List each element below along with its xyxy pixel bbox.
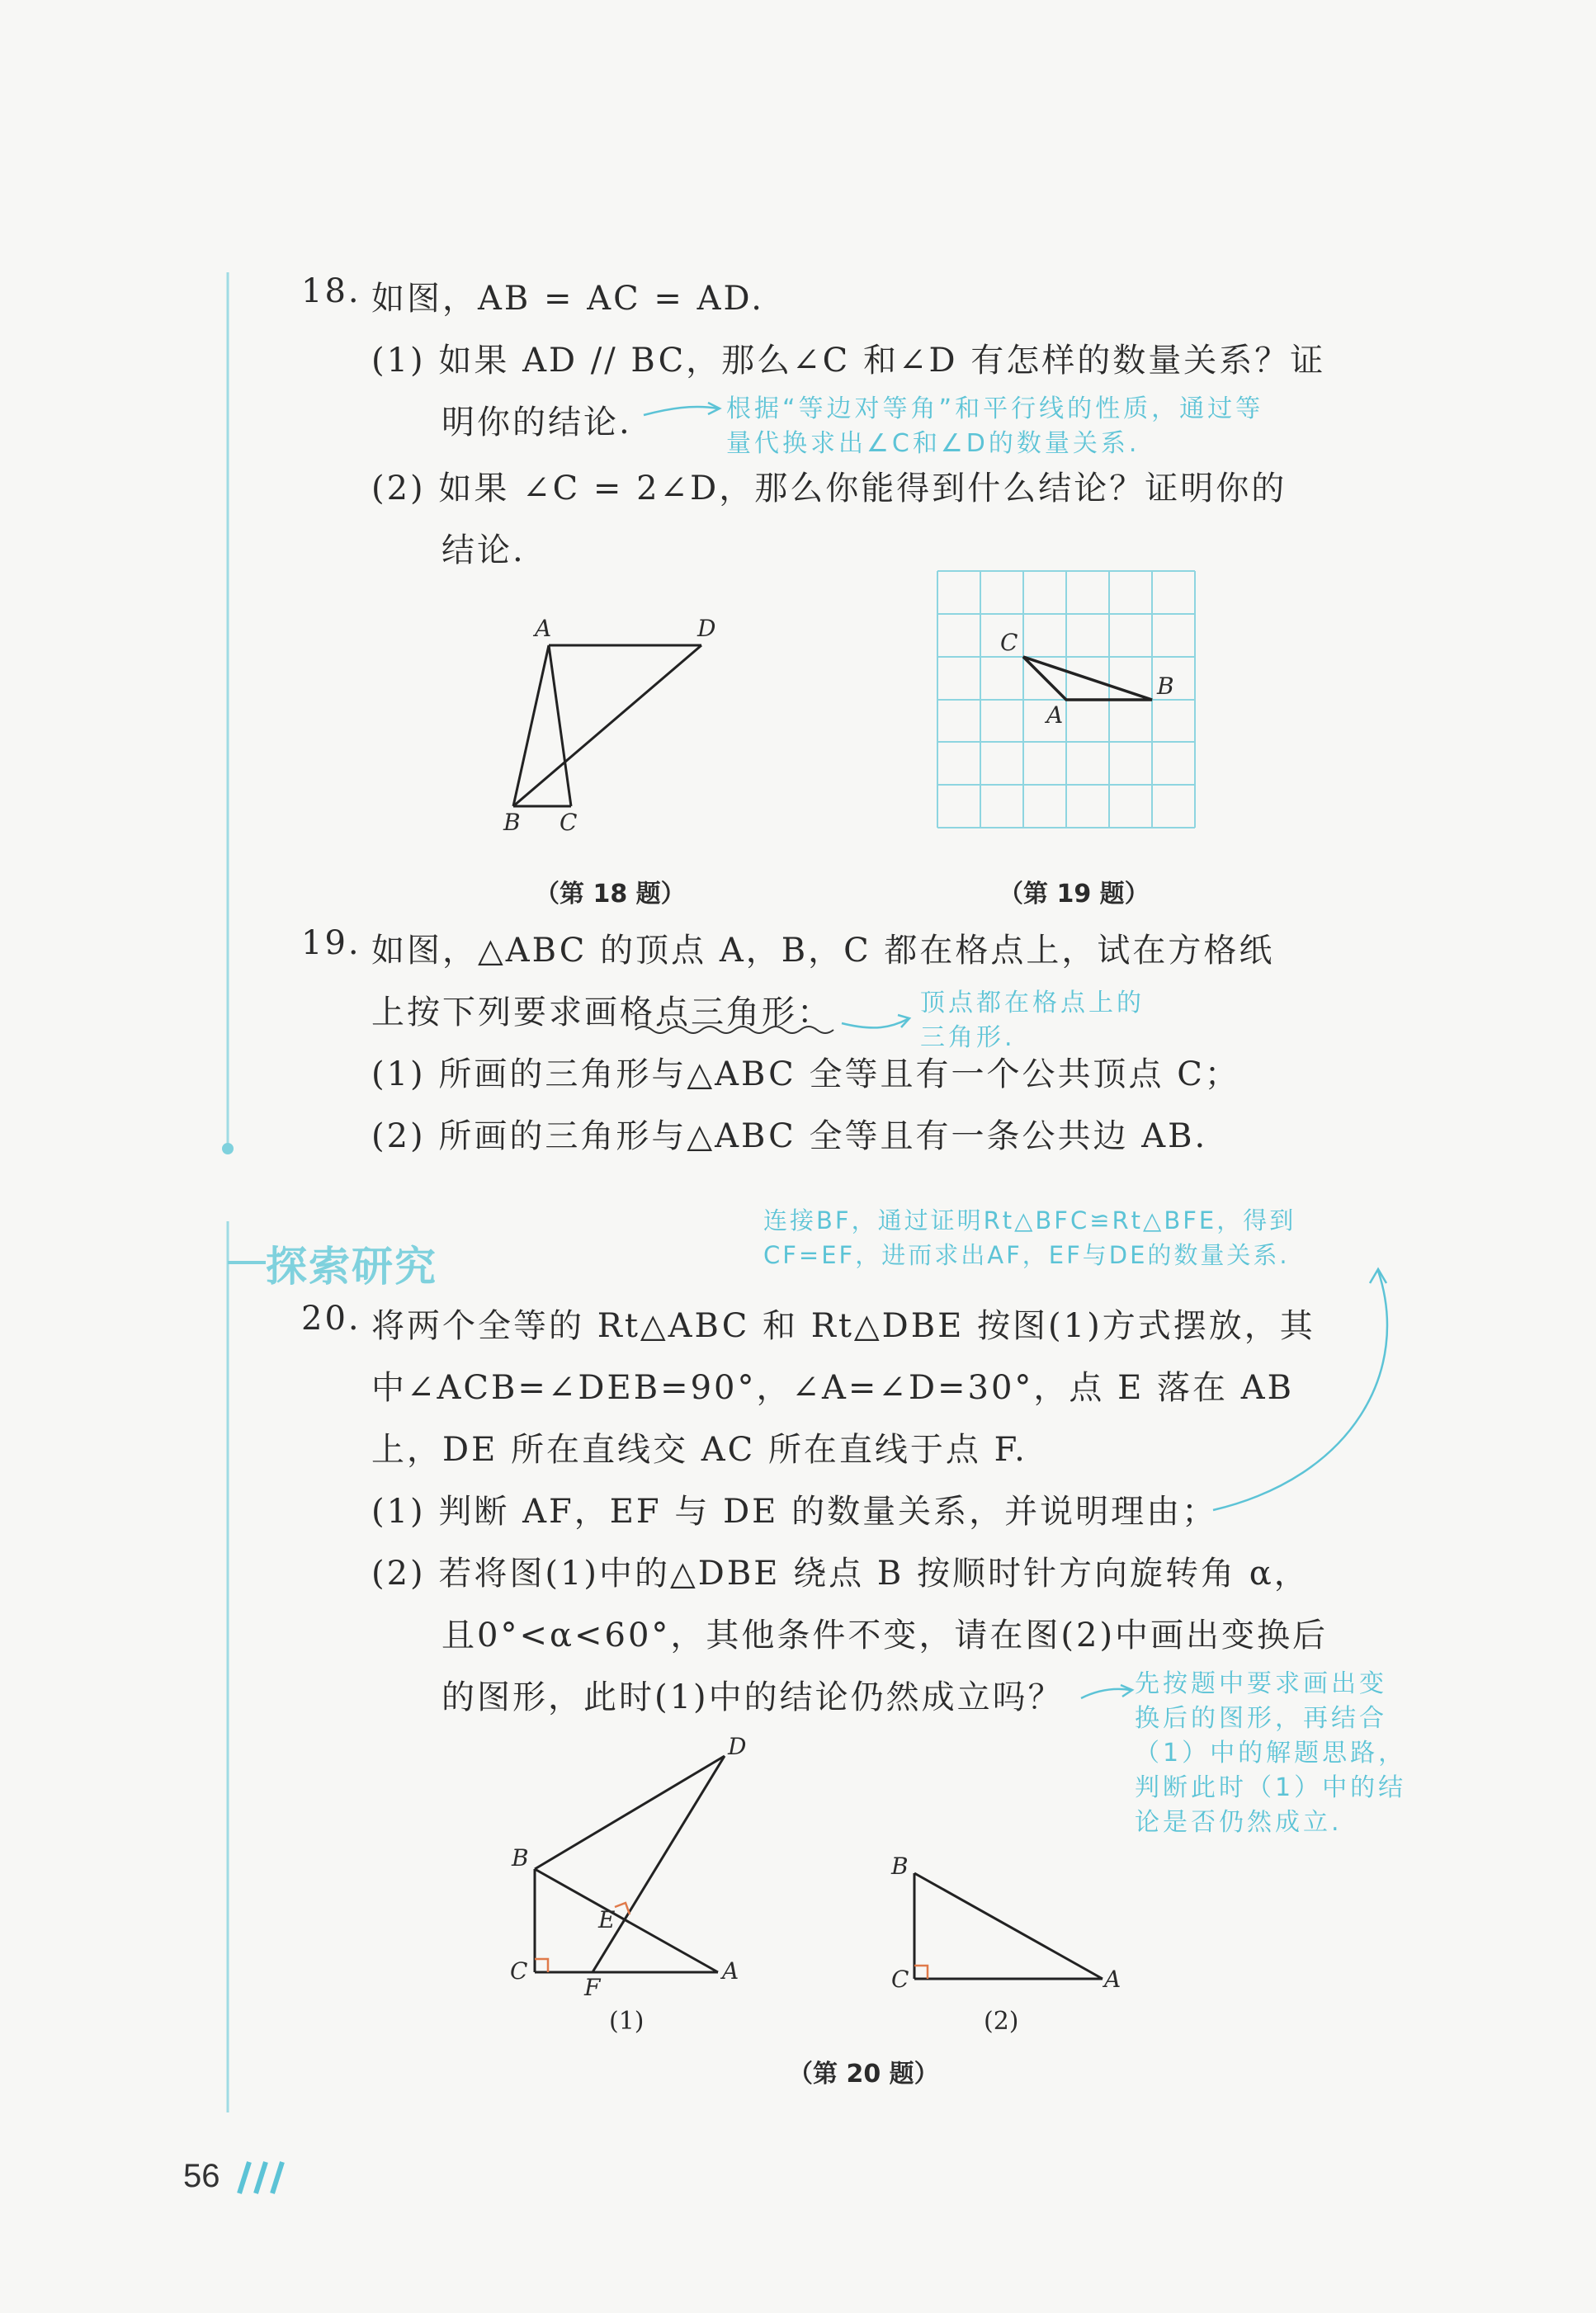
q20-part2-line3: 的图形，此时(1)中的结论仍然成立吗？ [441, 1678, 1064, 1716]
section-title: 探索研究 [266, 1243, 437, 1291]
q18-part1-line2: 明你的结论. [441, 404, 632, 441]
q20-number: 20. [301, 1300, 361, 1338]
q20-hint-note-side: 先按题中要求画出变 换后的图形，再结合 （1）中的解题思路， 判断此时（1）中的结 论是否仍然成立. [1135, 1669, 1407, 1837]
q19-part2: (2) 所画的三角形与△ABC 全等且有一条公共边 AB. [371, 1117, 1208, 1155]
q20-line2: 中∠ACB=∠DEB=90°，∠A=∠D=30°，点 E 落在 AB [371, 1369, 1295, 1407]
fig20-subcaption-1: (1) [609, 2007, 645, 2036]
fig20-2-label-B: B [891, 1853, 909, 1880]
fig18-label-D: D [697, 615, 716, 642]
fig20-2-label-C: C [891, 1966, 909, 1993]
q20-part1: (1) 判断 AF，EF 与 DE 的数量关系，并说明理由； [371, 1493, 1218, 1531]
q19-line1: 如图，△ABC 的顶点 A，B，C 都在格点上，试在方格纸 [371, 932, 1275, 970]
q18-part1-line1: (1) 如果 AD // BC，那么∠C 和∠D 有怎样的数量关系？证 [371, 342, 1326, 380]
q18-number: 18. [301, 272, 361, 310]
q19-hint-note: 顶点都在格点上的 三角形. [920, 989, 1145, 1052]
q18-part2-line1: (2) 如果 ∠C = 2∠D，那么你能得到什么结论？证明你的 [371, 470, 1287, 507]
fig20-1-label-A: A [722, 1957, 739, 1985]
fig19-label-B: B [1157, 673, 1174, 700]
q18-part2-line2: 结论. [441, 531, 526, 569]
fig20-1-label-F: F [584, 1974, 601, 2001]
fig20-2-label-A: A [1104, 1966, 1121, 1993]
fig18-label-B: B [503, 809, 521, 836]
fig20-1-label-C: C [510, 1957, 528, 1985]
q19-part1: (1) 所画的三角形与△ABC 全等且有一个公共顶点 C； [371, 1055, 1240, 1093]
fig20-1-label-B: B [512, 1844, 529, 1872]
q19-line2: 上按下列要求画格点三角形： [371, 994, 833, 1031]
fig20-1-label-E: E [598, 1906, 616, 1933]
q18-stem: 如图，AB = AC = AD. [371, 280, 764, 318]
q20-hint-note-top: 连接BF，通过证明Rt△BFC≌Rt△BFE，得到 CF=EF，进而求出AF，EF与DE的数量关系. [763, 1206, 1296, 1269]
q20-part2-line1: (2) 若将图(1)中的△DBE 绕点 B 按顺时针方向旋转角 α， [371, 1555, 1310, 1593]
q20-line1: 将两个全等的 Rt△ABC 和 Rt△DBE 按图(1)方式摆放，其 [371, 1307, 1315, 1345]
fig20-caption: （第 20 题） [788, 2060, 939, 2089]
fig18-label-A: A [535, 615, 552, 642]
fig18-caption: （第 18 题） [535, 880, 686, 909]
q20-line3: 上，DE 所在直线交 AC 所在直线于点 F. [371, 1431, 1027, 1469]
q19-number: 19. [301, 924, 361, 962]
fig19-label-C: C [1000, 629, 1018, 656]
fig20-1-label-D: D [728, 1733, 747, 1760]
q20-part2-line2: 且0°<α<60°，其他条件不变，请在图(2)中画出变换后 [441, 1617, 1329, 1655]
fig20-subcaption-2: (2) [984, 2007, 1019, 2036]
fig19-caption: （第 19 题） [999, 880, 1150, 909]
page-number: 56 [183, 2158, 220, 2194]
fig19-label-A: A [1046, 701, 1064, 729]
q18-hint-note: 根据“等边对等角”和平行线的性质，通过等 量代换求出∠C和∠D的数量关系. [726, 394, 1264, 458]
fig18-label-C: C [560, 809, 578, 836]
